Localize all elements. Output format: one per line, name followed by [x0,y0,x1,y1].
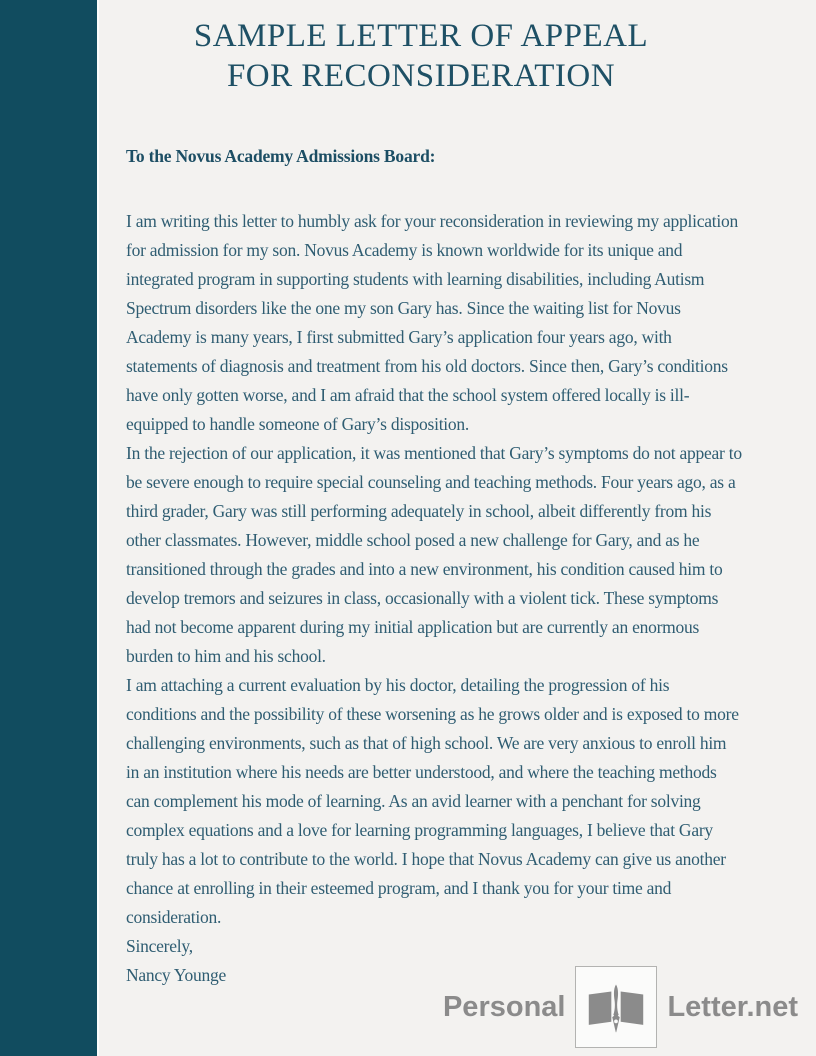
title-line-2: FOR RECONSIDERATION [226,58,616,94]
letter-paragraph: In the rejection of our application, it was mentioned that Gary’s symptoms do not appear to be severe enough to require special counseling and teaching methods. Four years ago, as a third grader, Gary was still performing adequately in school, albeit differently from his other classmates. However, middle school posed a new challenge for Gary, and as he transitioned through the grades and into a new environment, his condition caused him to develop tremors and seizures in class, occasionally with a violent tick. These symptoms had not become apparent during my initial application but are currently an enormous burden to him and his school. [126,443,742,666]
book-pen-icon [575,966,657,1048]
personalletter-logo [443,966,798,1048]
salutation: To the Novus Academy Admissions Board: [126,146,436,166]
letter-content [126,0,742,990]
letter-paragraph: I am writing this letter to humbly ask for your reconsideration in reviewing my application for admission for my son. Novus Academy is known worldwide for its unique and integrated program in supporting students with learning disabilities, including Autism Spectrum disorders like the one my son Gary has. Since the waiting list for Novus Academy is many years, I first submitted Gary’s application four years ago, with statements of diagnosis and treatment from his old doctors. Since then, Gary’s conditions have only gotten worse, and I am afraid that the school system offered locally is ill-equipped to handle someone of Gary’s disposition. [126,211,738,434]
page-title [126,16,742,96]
title-line-1: SAMPLE LETTER OF APPEAL [193,18,649,54]
left-accent-bar [0,0,99,1056]
logo-text-letter-net: Letter.net [667,990,798,1023]
letter-body [126,207,742,932]
closing: Sincerely, [126,936,193,956]
letter-paragraph: I am attaching a current evaluation by his doctor, detailing the progression of his conditions and the possibility of these worsening as he grows older and is exposed to more challenging environments, such as that of high school. We are very anxious to enroll him in an institution where his needs are better understood, and where the teaching methods can complement his mode of learning. As an avid learner with a penchant for solving complex equations and a love for learning programming languages, I believe that Gary truly has a lot to contribute to the world. I hope that Novus Academy can give us another chance at enrolling in their esteemed program, and I thank you for your time and consideration. [126,675,739,927]
logo-text-personal: Personal [442,990,566,1023]
signature-name: Nancy Younge [126,965,227,985]
